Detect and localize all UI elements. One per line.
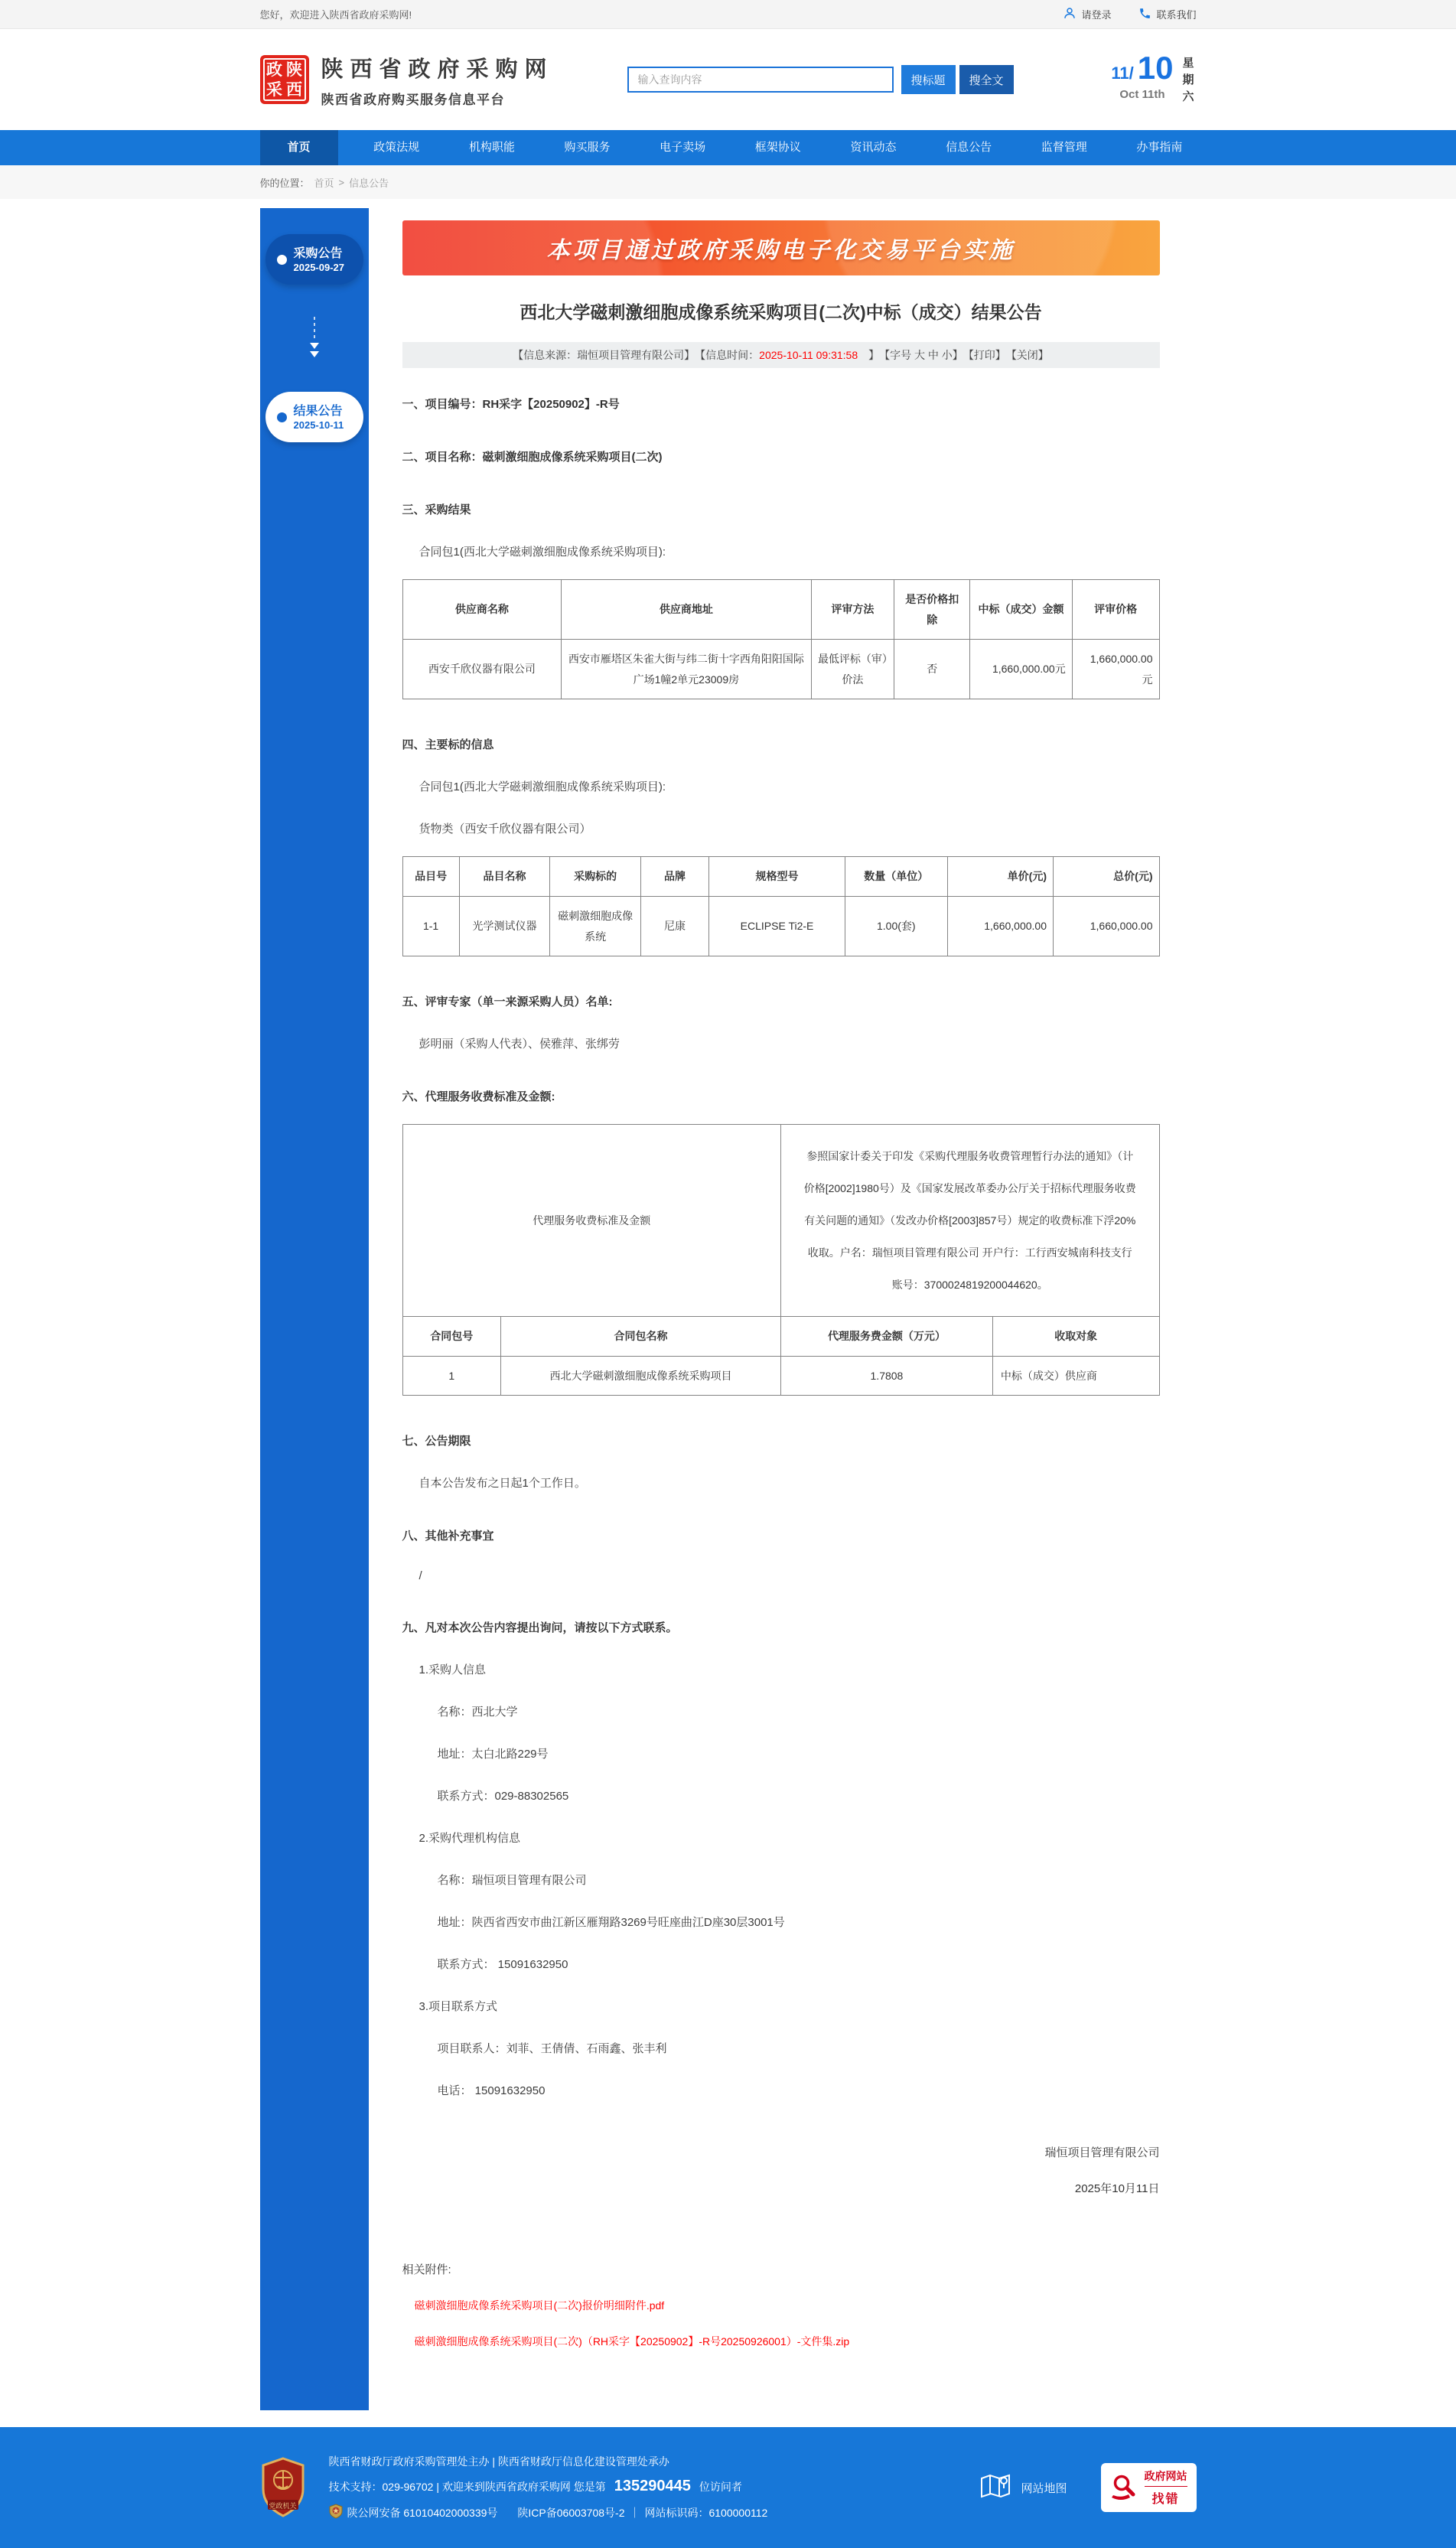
article-meta-bar: [402, 342, 1160, 368]
attachments-title: 相关附件:: [402, 2263, 451, 2277]
site-footer: [0, 2427, 1456, 2548]
table-header-row: [402, 857, 1159, 897]
breadcrumb: [0, 165, 1456, 199]
header-cell: 采购标的: [550, 857, 641, 897]
table-row: [402, 896, 1159, 956]
attachment-link-pdf[interactable]: 磁刺激细胞成像系统采购项目(二次)报价明细附件.pdf: [414, 2299, 665, 2312]
sidebar-item-date: 2025-10-11: [293, 419, 344, 432]
header-cell: 收取对象: [992, 1317, 1159, 1357]
package-no-cell: 1: [402, 1356, 501, 1396]
nav-item-policies[interactable]: 政策法规: [373, 141, 420, 154]
gov-site-error-report-badge[interactable]: [1101, 2463, 1197, 2512]
review-price-cell: 1,660,000.00 元: [1072, 640, 1159, 699]
announcement-timeline-sidebar: [260, 208, 369, 2410]
site-logo-seal: [263, 58, 306, 101]
logo-char: 西: [286, 80, 302, 99]
error-badge-title: 政府网站: [1145, 2468, 1187, 2487]
map-icon: [979, 2471, 1011, 2504]
section-8-heading: 八、其他补充事宜: [402, 1530, 494, 1543]
emblem-label: 党政机关: [269, 2502, 297, 2511]
announcement-period-line: 自本公告发布之日起1个工作日。: [419, 1477, 586, 1491]
sitemap-link[interactable]: [979, 2471, 1067, 2504]
phone-icon: [1138, 7, 1151, 22]
welcome-text: 您好，欢迎进入陕西省政府采购网!: [259, 9, 412, 21]
section-6-heading: 六、代理服务收费标准及金额:: [402, 1090, 555, 1104]
subject-matter-table: [402, 856, 1160, 956]
expert-names-line: 彭明丽（采购人代表）、侯雅萍、张绑劳: [419, 1038, 621, 1051]
contact-group-title: 3.项目联系方式: [419, 2000, 498, 2014]
contract-package-line: 合同包1(西北大学磁刺激细胞成像系统采购项目):: [419, 780, 666, 794]
total-price-cell: 1,660,000.00: [1053, 896, 1159, 956]
bullet-dot-icon: [277, 255, 287, 265]
header-cell: 代理服务费金额（万元）: [780, 1317, 992, 1357]
quantity-cell: 1.00(套): [845, 896, 948, 956]
header-cell: 合同包号: [402, 1317, 501, 1357]
main-area: [0, 208, 1456, 2410]
logo-char: 采: [266, 80, 282, 99]
contract-package-line: 合同包1(西北大学磁刺激细胞成像系统采购项目):: [419, 546, 666, 559]
bullet-dot-icon: [277, 412, 287, 422]
close-button[interactable]: 【关闭】: [1005, 349, 1049, 361]
nav-item-e-market[interactable]: 电子卖场: [660, 141, 706, 154]
breadcrumb-home[interactable]: 首页: [314, 177, 334, 189]
table-row: [402, 640, 1159, 699]
meta-time-label: 【信息时间：: [695, 349, 760, 361]
table-row: [402, 1356, 1159, 1396]
contact-people-line: 项目联系人：刘菲、王倩倩、石雨鑫、张丰利: [437, 2042, 667, 2056]
supplier-name-cell: 西安千欣仪器有限公司: [402, 640, 562, 699]
logo-char: 政: [266, 60, 282, 79]
nav-item-supervision[interactable]: 监督管理: [1041, 141, 1087, 154]
login-link[interactable]: [1063, 6, 1111, 22]
site-subtitle: 陕西省政府购买服务信息平台: [321, 92, 505, 107]
contact-link[interactable]: [1138, 7, 1196, 22]
search-bar: [627, 65, 1014, 94]
header-cell: 数量（单位）: [845, 857, 948, 897]
site-header: [0, 29, 1456, 130]
header-cell: 评审价格: [1072, 580, 1159, 640]
magnifier-icon: [1110, 2472, 1138, 2504]
contact-address-line: 地址：太白北路229号: [437, 1748, 549, 1761]
police-badge-icon: [329, 2504, 343, 2521]
date-english: Oct 11th: [1119, 88, 1165, 102]
site-logo[interactable]: [260, 55, 309, 104]
supplementary-line: /: [419, 1569, 422, 1583]
date-month: 11/: [1111, 64, 1134, 83]
page-title: 西北大学磁刺激细胞成像系统采购项目(二次)中标（成交）结果公告: [520, 302, 1042, 322]
site-code: 网站标识码：6100000112: [644, 2506, 768, 2519]
nav-item-functions[interactable]: 机构职能: [468, 141, 515, 154]
sidebar-item-purchase-announcement[interactable]: [265, 234, 363, 285]
nav-item-guide[interactable]: 办事指南: [1136, 141, 1183, 154]
login-label: 请登录: [1081, 9, 1112, 21]
nav-item-purchase-services[interactable]: 购买服务: [564, 141, 611, 154]
header-cell: 总价(元): [1053, 857, 1159, 897]
footer-support-suffix: 位访问者: [699, 2480, 742, 2493]
footer-beian-line: [329, 2504, 768, 2521]
signature-date: 2025年10月11日: [1074, 2182, 1160, 2196]
footer-organizer-line: 陕西省财政厅政府采购管理处主办 | 陕西省财政厅信息化建设管理处承办: [328, 2455, 669, 2468]
supplier-address-cell: 西安市雁塔区朱雀大街与纬二街十字西角阳阳国际广场1幢2单元23009房: [562, 640, 811, 699]
sidebar-item-label: 采购公告: [293, 246, 343, 260]
sidebar-item-date: 2025-09-27: [293, 262, 344, 274]
nav-item-news[interactable]: 资讯动态: [850, 141, 897, 154]
section-4-heading: 四、主要标的信息: [402, 738, 494, 752]
contact-group-title: 1.采购人信息: [419, 1663, 487, 1677]
date-day: 10: [1137, 50, 1174, 86]
agency-fee-desc-cell: 参照国家计委关于印发《采购代理服务收费管理暂行办法的通知》（计价格[2002]1980号）及《国家发展改革委办公厅关于招标代理服务收费有关问题的通知》（发改办价格[2003]857号）规定的收费标准下浮20%收取。户名：瑞恒项目管理有限公司 开户行：工行西安城南科技支行 账号：3700024819200044620。: [780, 1125, 1159, 1317]
procurement-subject-cell: 磁刺激细胞成像系统: [550, 896, 641, 956]
goods-type-line: 货物类（西安千欣仪器有限公司）: [419, 823, 591, 836]
breadcrumb-separator: >: [338, 176, 345, 188]
meta-time-value: 2025-10-11 09:31:58: [759, 349, 858, 361]
header-cell: 规格型号: [709, 857, 845, 897]
search-input[interactable]: [627, 67, 894, 93]
table-row: [402, 1125, 1159, 1317]
item-name-cell: 光学测试仪器: [459, 896, 550, 956]
table-header-row: [402, 580, 1159, 640]
header-cell: 是否价格扣除: [894, 580, 970, 640]
section-2-heading: 二、项目名称：磁刺激细胞成像系统采购项目(二次): [402, 451, 663, 464]
contact-phone-line: 联系方式：029-88302565: [437, 1790, 569, 1803]
package-name-cell: 西北大学磁刺激细胞成像系统采购项目: [501, 1356, 781, 1396]
fee-amount-cell: 1.7808: [780, 1356, 992, 1396]
contact-group-title: 2.采购代理机构信息: [419, 1832, 521, 1846]
header-cell: 单价(元): [947, 857, 1053, 897]
fee-payer-cell: 中标（成交）供应商: [992, 1356, 1159, 1396]
header-cell: 合同包名称: [501, 1317, 781, 1357]
search-fulltext-button[interactable]: 搜全文: [959, 65, 1014, 94]
header-cell: 品目号: [402, 857, 459, 897]
signature-block: [402, 2144, 1160, 2196]
print-button[interactable]: 【打印】: [963, 349, 1006, 361]
main-nav: [0, 130, 1456, 165]
footer-divider: ｜: [629, 2506, 640, 2519]
header-cell: 评审方法: [811, 580, 894, 640]
meta-time-close: 】: [858, 349, 880, 361]
contact-name-line: 名称：西北大学: [437, 1706, 518, 1719]
header-cell: 供应商名称: [402, 580, 562, 640]
breadcrumb-current[interactable]: 信息公告: [349, 177, 389, 189]
signature-company: 瑞恒项目管理有限公司: [1044, 2146, 1160, 2160]
section-9-heading: 九、凡对本次公告内容提出询问，请按以下方式联系。: [402, 1621, 678, 1635]
gongan-beian-link[interactable]: 陕公网安备 61010402000339号: [347, 2506, 498, 2519]
footer-support-line: [329, 2478, 768, 2495]
brand-cell: 尼康: [641, 896, 709, 956]
font-size-control[interactable]: 【字号 大 中 小】: [879, 349, 963, 361]
search-title-button[interactable]: 搜标题: [901, 65, 956, 94]
user-icon: [1063, 6, 1077, 22]
review-method-cell: 最低评标（审）价法: [811, 640, 894, 699]
logo-char: 陕: [286, 60, 302, 79]
header-cell: 品目名称: [459, 857, 550, 897]
site-title: 陕西省政府采购网: [321, 57, 554, 82]
date-weekday: 星期六: [1182, 57, 1194, 103]
topbar: [0, 0, 1456, 29]
section-5-heading: 五、评审专家（单一来源采购人员）名单:: [402, 995, 613, 1009]
header-cell: 中标（成交）金额: [970, 580, 1073, 640]
error-badge-subtitle: 找错: [1151, 2493, 1180, 2507]
header-cell: 供应商地址: [562, 580, 811, 640]
item-no-cell: 1-1: [402, 896, 459, 956]
article-content: [369, 208, 1197, 2410]
footer-support-prefix: 技术支持：029-96702 | 欢迎来到陕西省政府采购网 您是第: [328, 2480, 606, 2493]
unit-price-cell: 1,660,000.00: [947, 896, 1053, 956]
e-trading-platform-banner: 本项目通过政府采购电子化交易平台实施: [402, 220, 1160, 275]
table-header-row: [402, 1317, 1159, 1357]
section-1-heading: 一、项目编号：RH采字【20250902】-R号: [402, 398, 620, 411]
header-cell: 品牌: [641, 857, 709, 897]
contact-phone-line: 联系方式： 15091632950: [437, 1958, 568, 1972]
sitemap-label: 网站地图: [1021, 2481, 1067, 2495]
agency-fee-label-cell: 代理服务收费标准及金额: [402, 1125, 780, 1317]
contact-name-line: 名称：瑞恒项目管理有限公司: [437, 1874, 587, 1888]
sidebar-item-result-announcement[interactable]: [265, 392, 363, 442]
section-7-heading: 七、公告期限: [402, 1435, 471, 1448]
price-deduction-cell: 否: [894, 640, 970, 699]
agency-fee-table: [402, 1124, 1160, 1396]
nav-item-home[interactable]: 首页: [260, 130, 338, 165]
visitor-count: 135290445: [614, 2478, 691, 2495]
section-3-heading: 三、采购结果: [402, 503, 471, 516]
sidebar-item-label: 结果公告: [293, 404, 343, 418]
nav-item-framework[interactable]: 框架协议: [754, 141, 801, 154]
timeline-down-arrow-icon: [260, 315, 369, 361]
attachment-link-zip[interactable]: 磁刺激细胞成像系统采购项目(二次)（RH采字【20250902】-R号20250926001）-文件集.zip: [414, 2335, 850, 2348]
party-government-emblem-icon: [260, 2457, 306, 2518]
procurement-result-table: [402, 579, 1160, 699]
icp-beian-link[interactable]: 陕ICP备06003708号-2: [517, 2506, 625, 2519]
model-cell: ECLIPSE Ti2-E: [709, 896, 845, 956]
contact-address-line: 地址：陕西省西安市曲江新区雁翔路3269号旺座曲江D座30层3001号: [437, 1916, 785, 1930]
meta-source: 【信息来源：瑞恒项目管理有限公司】: [513, 349, 695, 361]
contact-phone-line: 电话： 15091632950: [437, 2084, 546, 2098]
nav-item-announcements[interactable]: 信息公告: [946, 141, 992, 154]
date-widget: [1111, 50, 1196, 105]
contact-label: 联系我们: [1156, 9, 1197, 21]
award-amount-cell: 1,660,000.00元: [970, 640, 1073, 699]
breadcrumb-prefix: 你的位置：: [259, 177, 310, 189]
